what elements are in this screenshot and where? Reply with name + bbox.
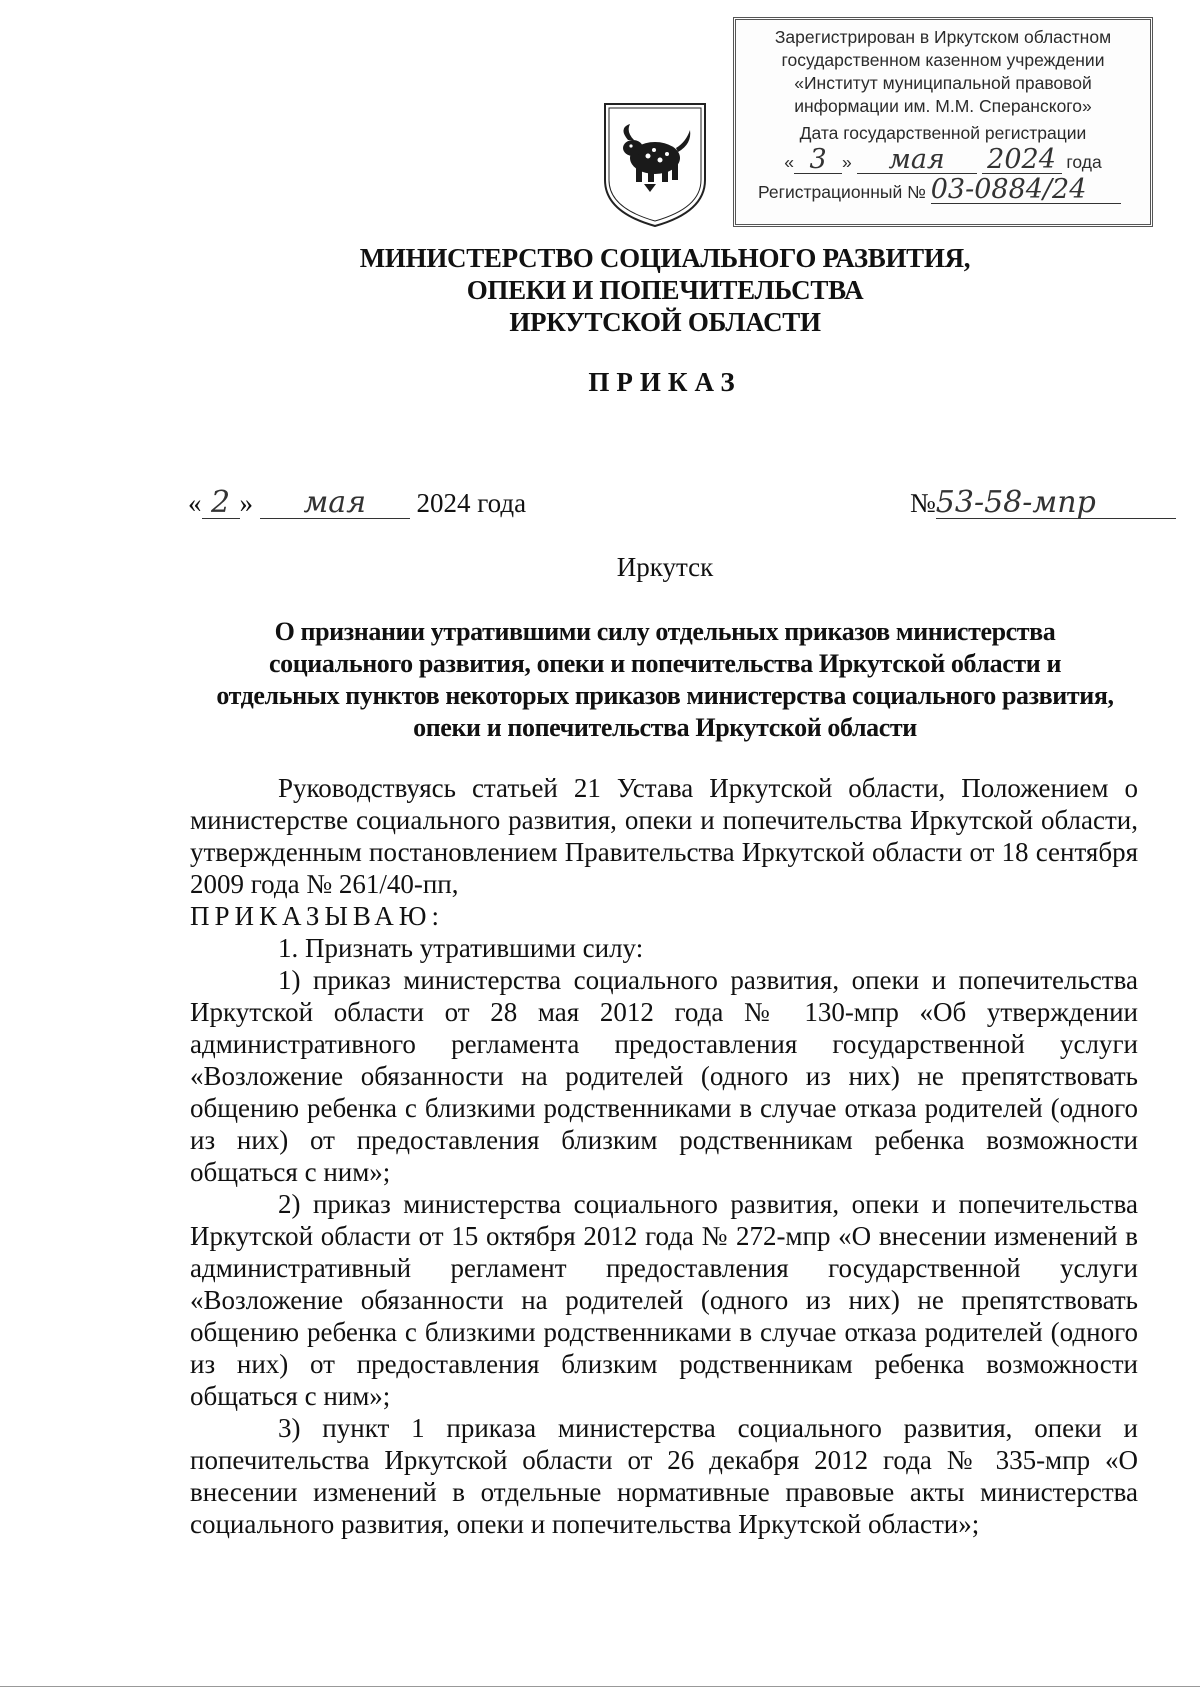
date-month-handwritten: мая xyxy=(260,488,410,519)
number-label: № xyxy=(910,488,936,518)
date-year-text: 2024 года xyxy=(416,488,527,518)
ministry-line-2: ОПЕКИ И ПОПЕЧИТЕЛЬСТВА xyxy=(466,275,864,305)
ministry-line-1: МИНИСТЕРСТВО СОЦИАЛЬНОГО РАЗВИТИЯ, xyxy=(359,243,971,273)
document-number xyxy=(910,485,1176,520)
document-title xyxy=(190,616,1140,744)
date-day-handwritten: 2 xyxy=(202,488,240,519)
subitem-3: 3) пункт 1 приказа министерства социального развития, опеки и попечительства Иркутской области от 26 декабря 2012 года № 335-мпр «О внесении изменений в отдельные нормативные правовые акты министерства социального развития, опеки и попечительства Иркутской области»; xyxy=(190,1413,1138,1539)
stamp-open-quote: « xyxy=(784,152,795,172)
city-name: Иркутск xyxy=(616,552,714,582)
title-line-3: отдельных пунктов некоторых приказов министерства социального развития, xyxy=(216,681,1114,710)
subitem-2: 2) приказ министерства социального развития, опеки и попечительства Иркутской области от 15 октября 2012 года № 272-мпр «О внесении изменений в административный регламент предоставления государственной услуги «Возложение обязанности на родителей (одного из них) не препятствовать общению ребенка с близкими родственниками в случае отказа родителей (одного из них) от предоставления близким родственникам ребенка возможности общаться с ним»; xyxy=(190,1189,1138,1411)
stamp-day-handwritten: 3 xyxy=(794,146,842,174)
document-date xyxy=(188,485,527,520)
stamp-reg-label: Регистрационный № xyxy=(758,182,926,202)
stamp-number-row xyxy=(736,176,1150,206)
item-1: 1. Признать утратившими силу: xyxy=(278,933,644,963)
title-line-1: О признании утратившими силу отдельных приказов министерства xyxy=(274,617,1056,646)
stamp-year-suffix: года xyxy=(1066,152,1102,172)
stamp-reg-number-handwritten: 03-0884/24 xyxy=(931,176,1121,204)
subitem-1: 1) приказ министерства социального развития, опеки и попечительства Иркутской области от 28 мая 2012 года № 130-мпр «Об утверждении административного регламента предоставления государственной услуги «Возложение обязанности на родителей (одного из них) не препятствовать общению ребенка с близкими родственниками в случае отказа родителей (одного из них) от предоставления близким родственникам ребенка возможности общаться с ним»; xyxy=(190,965,1138,1187)
number-handwritten: 53-58-мпр xyxy=(936,488,1176,519)
registration-stamp xyxy=(733,17,1153,227)
date-close-quote: » xyxy=(239,488,253,518)
stamp-line-1: Зарегистрирован в Иркутском областном xyxy=(774,27,1112,47)
stamp-date-row xyxy=(736,146,1150,176)
stamp-close-quote: » xyxy=(842,152,852,172)
preamble-paragraph: Руководствуясь статьей 21 Устава Иркутской области, Положением о министерстве социального развития, опеки и попечительства Иркутской области, утвержденным постановлением Правительства Иркутской области от 18 сентября 2009 года № 261/40-пп, xyxy=(190,773,1138,899)
ministry-name xyxy=(0,242,1200,338)
title-line-2: социального развития, опеки и попечительства Иркутской области и xyxy=(268,649,1062,678)
coat-of-arms-icon xyxy=(600,100,710,230)
date-open-quote: « xyxy=(188,488,202,518)
order-word: ПРИКАЗЫВАЮ: xyxy=(190,901,444,931)
stamp-date-label: Дата государственной регистрации xyxy=(799,123,1087,143)
title-line-4: опеки и попечительства Иркутской области xyxy=(413,713,917,742)
page-bottom-divider xyxy=(0,1686,1200,1687)
stamp-year-handwritten: 2024 xyxy=(982,146,1062,174)
stamp-month-handwritten: мая xyxy=(857,146,977,174)
document-body xyxy=(190,772,1138,1540)
stamp-line-4: информации им. М.М. Сперанского» xyxy=(794,96,1092,116)
ministry-line-3: ИРКУТСКОЙ ОБЛАСТИ xyxy=(509,307,821,337)
document-type: ПРИКАЗ xyxy=(588,367,742,397)
stamp-line-2: государственном казенном учреждении xyxy=(781,50,1105,70)
stamp-line-3: «Институт муниципальной правовой xyxy=(794,73,1092,93)
